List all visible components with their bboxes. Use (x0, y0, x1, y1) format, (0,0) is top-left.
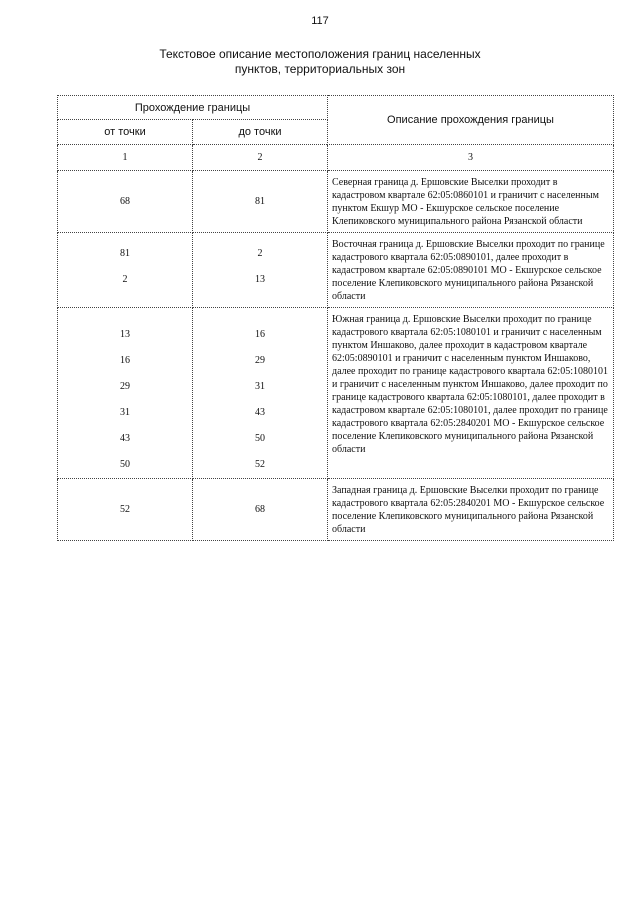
to-point: 50 (255, 433, 265, 444)
from-point: 52 (120, 503, 130, 515)
title-line-2: пунктов, территориальных зон (234, 62, 406, 76)
from-point: 13 (120, 329, 130, 340)
to-points-cell (193, 308, 328, 479)
to-points-cell (193, 479, 328, 541)
from-point: 16 (120, 355, 130, 366)
boundary-description: Восточная граница д. Ершовские Выселки проходит по границе кадастрового квартала 62:05:0890101, далее проходит в кадастровом квартале 62:05:0890101 МО - Екшурское сельское поселение Клепиковского муниципального района Рязанской области (328, 233, 614, 308)
from-point: 29 (120, 381, 130, 392)
column-number-3: 3 (328, 145, 614, 171)
table-row (58, 479, 614, 541)
to-point: 2 (257, 248, 263, 259)
boundary-description: Северная граница д. Ершовские Выселки проходит в кадастровом квартале 62:05:0860101 и граничит с населенным пунктом Екшур МО - Екшурское сельское поселение Клепиковского муниципального района Рязанской области (328, 171, 614, 233)
from-point: 68 (120, 195, 130, 207)
to-point: 29 (255, 355, 265, 366)
title-line-1: Текстовое описание местоположения границ населенных (159, 47, 481, 61)
table-row (58, 233, 614, 308)
column-number-1: 1 (58, 145, 193, 171)
boundary-description: Западная граница д. Ершовские Выселки проходит по границе кадастрового квартала 62:05:2840201 МО - Екшурское сельское поселение Клепиковского муниципального района Рязанской области (328, 479, 614, 541)
from-points-cell (58, 479, 193, 541)
header-description: Описание прохождения границы (328, 96, 614, 145)
column-number-2: 2 (193, 145, 328, 171)
from-point: 81 (120, 248, 130, 259)
table-row (58, 308, 614, 479)
to-point: 31 (255, 381, 265, 392)
to-point: 81 (255, 195, 265, 207)
boundary-description: Южная граница д. Ершовские Выселки проходит по границе кадастрового квартала 62:05:1080101 и граничит с населенным пунктом Иншаково, далее проходит в кадастровом квартале 62:05:0890101 и граничит с населенным пунктом Иншаково, далее проходит по границе кадастрового квартала 62:05:1080101 и граничит с населенным пунктом Иншаково, далее проходит по границе кадастрового квартала 62:05:1080101, далее проходит в кадастровом квартале 62:05:1080101, далее проходит по границе кадастрового квартала 62:05:2840201 МО - Екшурское сельское поселение Клепиковского муниципального района Рязанской области (328, 308, 614, 479)
header-to-point: до точки (193, 120, 328, 145)
from-points-cell (58, 233, 193, 308)
page-number: 117 (311, 15, 329, 27)
to-point: 43 (255, 407, 265, 418)
to-points-cell (193, 171, 328, 233)
to-point: 16 (255, 329, 265, 340)
document-title (0, 47, 640, 77)
from-point: 43 (120, 433, 130, 444)
table-row (58, 171, 614, 233)
from-point: 31 (120, 407, 130, 418)
from-point: 2 (122, 274, 128, 285)
to-point: 13 (255, 274, 265, 285)
from-points-cell (58, 171, 193, 233)
to-point: 68 (255, 503, 265, 515)
to-points-cell (193, 233, 328, 308)
from-point: 50 (120, 459, 130, 470)
header-from-point: от точки (58, 120, 193, 145)
header-boundary-passage: Прохождение границы (58, 96, 328, 120)
from-points-cell (58, 308, 193, 479)
to-point: 52 (255, 459, 265, 470)
boundary-table (57, 95, 614, 541)
